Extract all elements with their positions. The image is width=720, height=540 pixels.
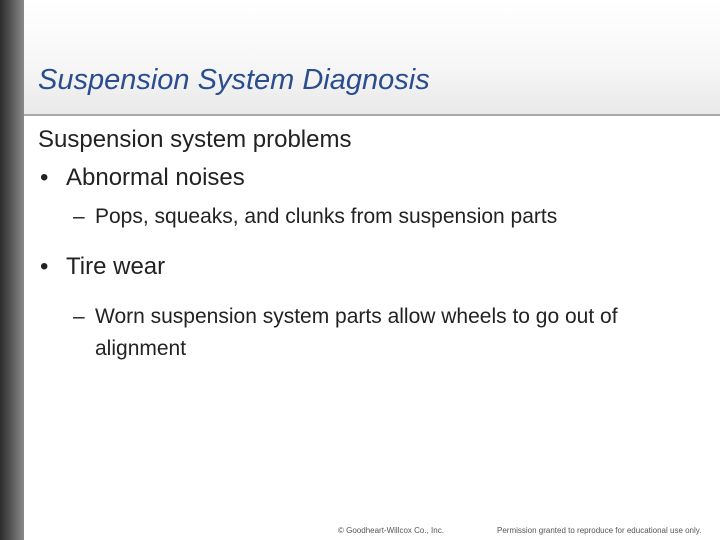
sub-bullet-item <box>73 201 698 233</box>
permission-footer: Permission granted to reproduce for educational use only. <box>497 526 702 535</box>
slide-body <box>38 126 698 365</box>
bullet-glyph: • <box>40 164 49 191</box>
copyright-footer: © Goodheart-Willcox Co., Inc. <box>338 526 444 535</box>
bullet-glyph: • <box>40 253 49 280</box>
bullet-item <box>38 164 698 192</box>
slide-title: Suspension System Diagnosis <box>38 64 430 96</box>
sub-bullet-glyph: – <box>73 205 85 228</box>
intro-text: Suspension system problems <box>38 126 352 153</box>
bullet-text: Abnormal noises <box>66 164 245 191</box>
sub-bullet-item <box>73 301 698 365</box>
left-accent-bar <box>0 0 24 540</box>
sub-bullet-glyph: – <box>73 305 85 328</box>
bullet-item <box>38 253 698 281</box>
sub-bullet-text: Worn suspension system parts allow wheels to go out of alignment <box>95 305 618 360</box>
title-divider <box>24 114 720 116</box>
bullet-text: Tire wear <box>66 253 166 280</box>
sub-bullet-text: Pops, squeaks, and clunks from suspension parts <box>95 205 558 228</box>
